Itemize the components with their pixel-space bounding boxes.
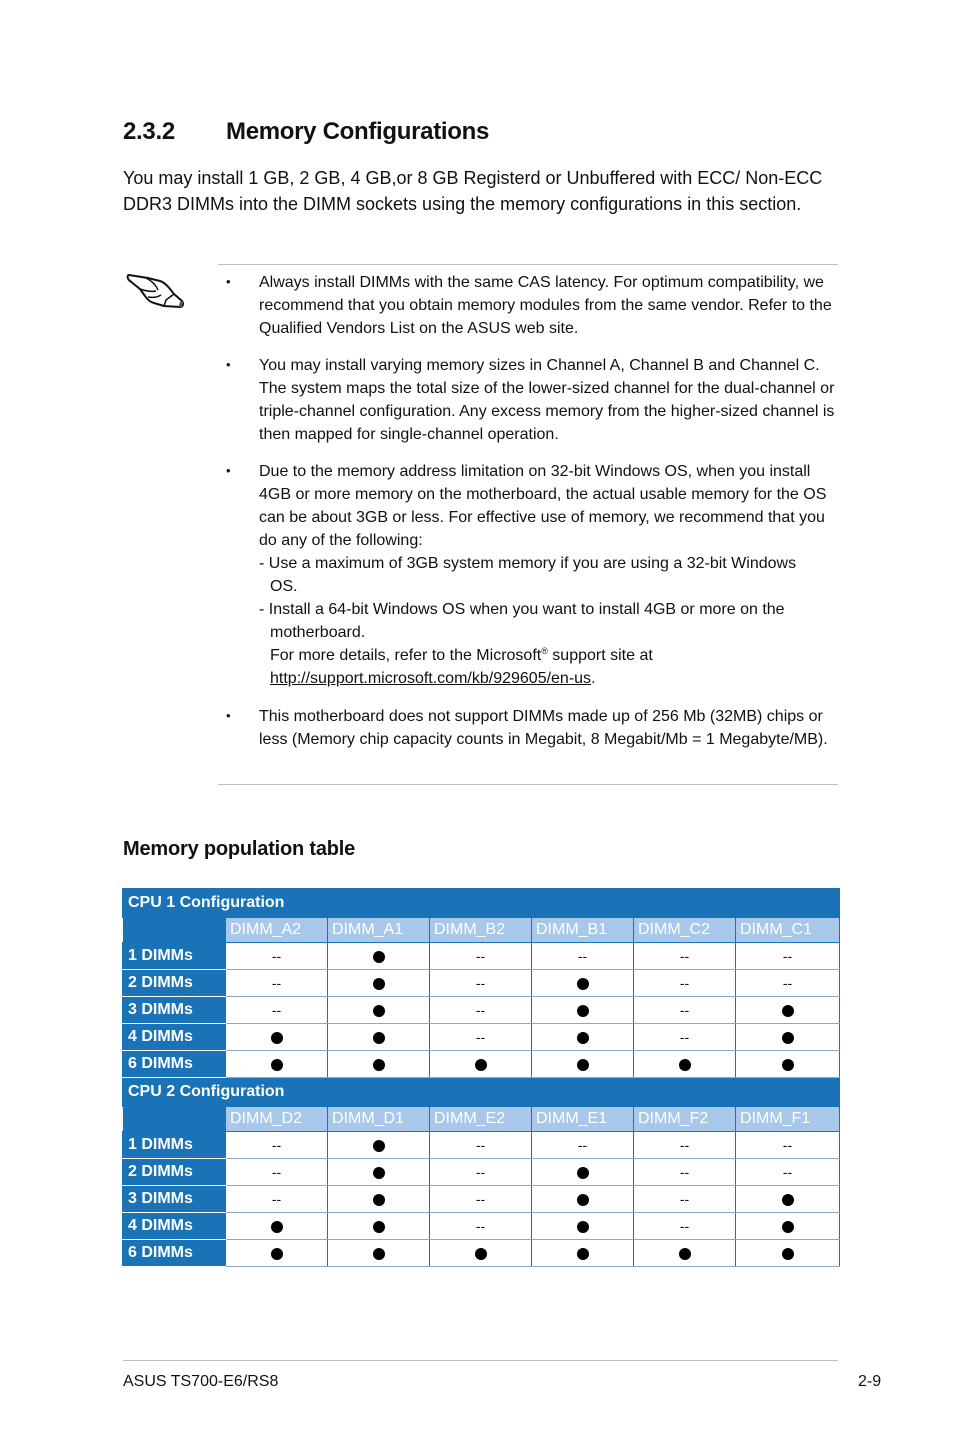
table-row [123,1132,840,1159]
note-text: Due to the memory address limitation on 32-bit Windows OS, when you install 4GB or more memory on the motherboard, the actual usable memory for the OS can be about 3GB or less. For effective use of memory, we recommend that you do any of the following: [259,463,827,549]
installed-dot-icon [373,951,385,963]
dimm-slot-cell: -- [226,1186,328,1213]
note-subitem-line: motherboard. [270,624,366,641]
dimm-count-label: 3 DIMMs [123,997,226,1024]
dimm-slot-header: DIMM_A2 [226,918,328,943]
note-item [226,460,841,690]
dimm-slot-cell: -- [430,1132,532,1159]
cpu-config-row [123,1078,840,1107]
cpu-config-row [123,889,840,918]
note-top-divider [218,264,838,265]
note-item [226,271,841,340]
intro-paragraph: You may install 1 GB, 2 GB, 4 GB,or 8 GB Registerd or Unbuffered with ECC/ Non-ECC DDR3 DIMMs into the DIMM sockets using the memory configurations in this section. [123,168,823,214]
dimm-slot-cell [226,1240,328,1267]
installed-dot-icon [373,1005,385,1017]
table-row [123,1186,840,1213]
section-heading [123,118,489,146]
dimm-count-label: 2 DIMMs [123,1159,226,1186]
table-row [123,943,840,970]
dimm-slot-header: DIMM_E1 [532,1107,634,1132]
installed-dot-icon [271,1248,283,1260]
dimm-slot-cell [532,1213,634,1240]
dimm-count-label: 4 DIMMs [123,1213,226,1240]
installed-dot-icon [782,1059,794,1071]
installed-dot-icon [373,1032,385,1044]
dimm-slot-cell [226,1051,328,1078]
dimm-count-label: 2 DIMMs [123,970,226,997]
note-subitem [259,598,841,690]
dimm-slot-cell: -- [226,997,328,1024]
period: . [591,670,596,687]
note-subitem-line: - Use a maximum of 3GB system memory if you are using a 32-bit Windows [259,555,797,572]
dimm-slot-cell [328,1132,430,1159]
installed-dot-icon [577,1248,589,1260]
dimm-slot-cell: -- [634,970,736,997]
more-details-text: For more details, refer to the Microsoft [270,647,542,664]
dimm-slot-cell: -- [226,1159,328,1186]
dimm-slot-cell: -- [634,1159,736,1186]
dimm-slot-cell [328,1240,430,1267]
table-row [123,970,840,997]
dimm-slot-cell [226,1213,328,1240]
dimm-slot-cell [736,1186,840,1213]
dimm-slot-cell [532,1240,634,1267]
dimm-slot-header: DIMM_A1 [328,918,430,943]
installed-dot-icon [373,1059,385,1071]
dimm-slot-cell: -- [430,1159,532,1186]
note-bottom-divider [218,784,838,785]
dimm-count-label: 4 DIMMs [123,1024,226,1051]
hand-pointing-icon [126,265,186,313]
note-text: You may install varying memory sizes in Channel A, Channel B and Channel C. The system maps the total size of the lower-sized channel for the dual-channel or triple-channel configuration. Any excess memory from the higher-sized channel is then mapped for single-channel operation. [259,357,835,443]
dimm-slot-cell: -- [226,1132,328,1159]
installed-dot-icon [782,1221,794,1233]
installed-dot-icon [271,1221,283,1233]
dimm-slot-cell [736,1024,840,1051]
dimm-slot-cell: -- [430,1186,532,1213]
dimm-slot-header: DIMM_D2 [226,1107,328,1132]
bullet: • [226,357,231,372]
dimm-slot-cell [328,1051,430,1078]
installed-dot-icon [373,1167,385,1179]
installed-dot-icon [577,1059,589,1071]
header-blank-cell [123,918,226,943]
dimm-slot-cell [736,1240,840,1267]
bullet: • [226,463,231,478]
dimm-slot-header: DIMM_C1 [736,918,840,943]
dimm-count-label: 6 DIMMs [123,1240,226,1267]
dimm-slot-header: DIMM_B1 [532,918,634,943]
dimm-slot-cell: -- [430,943,532,970]
dimm-slot-cell: -- [430,1024,532,1051]
table-row [123,1213,840,1240]
footer-divider [123,1360,838,1361]
dimm-slot-header: DIMM_B2 [430,918,532,943]
dimm-slot-cell: -- [532,1132,634,1159]
installed-dot-icon [782,1248,794,1260]
dimm-slot-cell [736,1213,840,1240]
installed-dot-icon [577,1194,589,1206]
note-more-details [259,644,841,667]
footer-product-name: ASUS TS700-E6/RS8 [123,1373,279,1390]
dimm-slot-cell [430,1240,532,1267]
dimm-slot-cell: -- [634,1186,736,1213]
dimm-slot-cell: -- [634,997,736,1024]
dimm-slot-cell: -- [736,943,840,970]
dimm-count-label: 1 DIMMs [123,943,226,970]
section-title: Memory Configurations [226,118,490,145]
installed-dot-icon [577,1221,589,1233]
table-row [123,1240,840,1267]
installed-dot-icon [679,1059,691,1071]
dimm-slot-cell [328,1024,430,1051]
dimm-slot-cell [328,943,430,970]
dimm-header-row [123,918,840,943]
dimm-slot-cell [634,1240,736,1267]
note-item [226,705,841,751]
dimm-slot-cell [328,1159,430,1186]
dimm-count-label: 6 DIMMs [123,1051,226,1078]
installed-dot-icon [373,1140,385,1152]
dimm-slot-cell [328,1213,430,1240]
dimm-slot-cell [532,1159,634,1186]
installed-dot-icon [475,1059,487,1071]
cpu-config-title: CPU 2 Configuration [123,1078,840,1107]
dimm-slot-cell [736,1051,840,1078]
note-subitem-line: - Install a 64-bit Windows OS when you want to install 4GB or more on the [259,601,785,618]
table-heading: Memory population table [123,838,356,860]
dimm-slot-cell [532,1186,634,1213]
footer-page-number: 2-9 [858,1373,882,1390]
note-link-line [259,667,841,690]
registered-mark: ® [541,646,548,656]
dimm-slot-cell: -- [430,970,532,997]
dimm-slot-cell: -- [226,943,328,970]
dimm-slot-cell [430,1051,532,1078]
installed-dot-icon [782,1005,794,1017]
dimm-slot-cell [328,1186,430,1213]
note-text: Always install DIMMs with the same CAS latency. For optimum compatibility, we recommend that you obtain memory modules from the same vendor. Refer to the Qualified Vendors List on the ASUS web site. [259,274,832,337]
note-subitem [259,552,841,598]
installed-dot-icon [271,1032,283,1044]
dimm-slot-cell: -- [226,970,328,997]
microsoft-support-link[interactable]: http://support.microsoft.com/kb/929605/en-us [270,670,592,687]
dimm-slot-header: DIMM_E2 [430,1107,532,1132]
dimm-slot-cell [532,1024,634,1051]
table-row [123,1159,840,1186]
dimm-slot-cell [532,997,634,1024]
dimm-slot-cell: -- [634,1213,736,1240]
dimm-slot-cell: -- [634,943,736,970]
dimm-slot-cell: -- [736,1132,840,1159]
table-row [123,997,840,1024]
memory-table-body [123,889,840,1267]
installed-dot-icon [271,1059,283,1071]
installed-dot-icon [373,1248,385,1260]
dimm-slot-cell: -- [634,1132,736,1159]
installed-dot-icon [782,1032,794,1044]
dimm-slot-cell [736,997,840,1024]
table-row [123,1051,840,1078]
installed-dot-icon [373,978,385,990]
cpu-config-title: CPU 1 Configuration [123,889,840,918]
note-text: This motherboard does not support DIMMs made up of 256 Mb (32MB) chips or less (Memory chip capacity counts in Megabit, 8 Megabit/Mb = 1 Megabyte/MB). [259,708,828,748]
dimm-slot-header: DIMM_C2 [634,918,736,943]
more-details-text: support site at [547,647,653,664]
bullet: • [226,708,231,723]
dimm-header-row [123,1107,840,1132]
note-item [226,354,841,446]
dimm-slot-cell [226,1024,328,1051]
dimm-slot-cell [532,970,634,997]
bullet: • [226,274,231,289]
section-number: 2.3.2 [123,118,175,145]
dimm-slot-cell: -- [430,997,532,1024]
installed-dot-icon [373,1194,385,1206]
installed-dot-icon [475,1248,487,1260]
installed-dot-icon [577,1032,589,1044]
dimm-slot-cell: -- [430,1213,532,1240]
dimm-slot-cell [634,1051,736,1078]
note-subitem-line: OS. [270,578,298,595]
dimm-slot-header: DIMM_F1 [736,1107,840,1132]
table-row [123,1024,840,1051]
installed-dot-icon [577,1005,589,1017]
installed-dot-icon [782,1194,794,1206]
dimm-slot-cell [532,1051,634,1078]
installed-dot-icon [577,978,589,990]
installed-dot-icon [373,1221,385,1233]
dimm-slot-cell: -- [736,970,840,997]
installed-dot-icon [577,1167,589,1179]
installed-dot-icon [679,1248,691,1260]
memory-population-table [122,888,840,1267]
dimm-slot-cell: -- [634,1024,736,1051]
dimm-slot-cell [328,997,430,1024]
dimm-count-label: 1 DIMMs [123,1132,226,1159]
dimm-slot-cell [328,970,430,997]
dimm-count-label: 3 DIMMs [123,1186,226,1213]
header-blank-cell [123,1107,226,1132]
dimm-slot-header: DIMM_F2 [634,1107,736,1132]
dimm-slot-cell: -- [736,1159,840,1186]
dimm-slot-cell: -- [532,943,634,970]
dimm-slot-header: DIMM_D1 [328,1107,430,1132]
